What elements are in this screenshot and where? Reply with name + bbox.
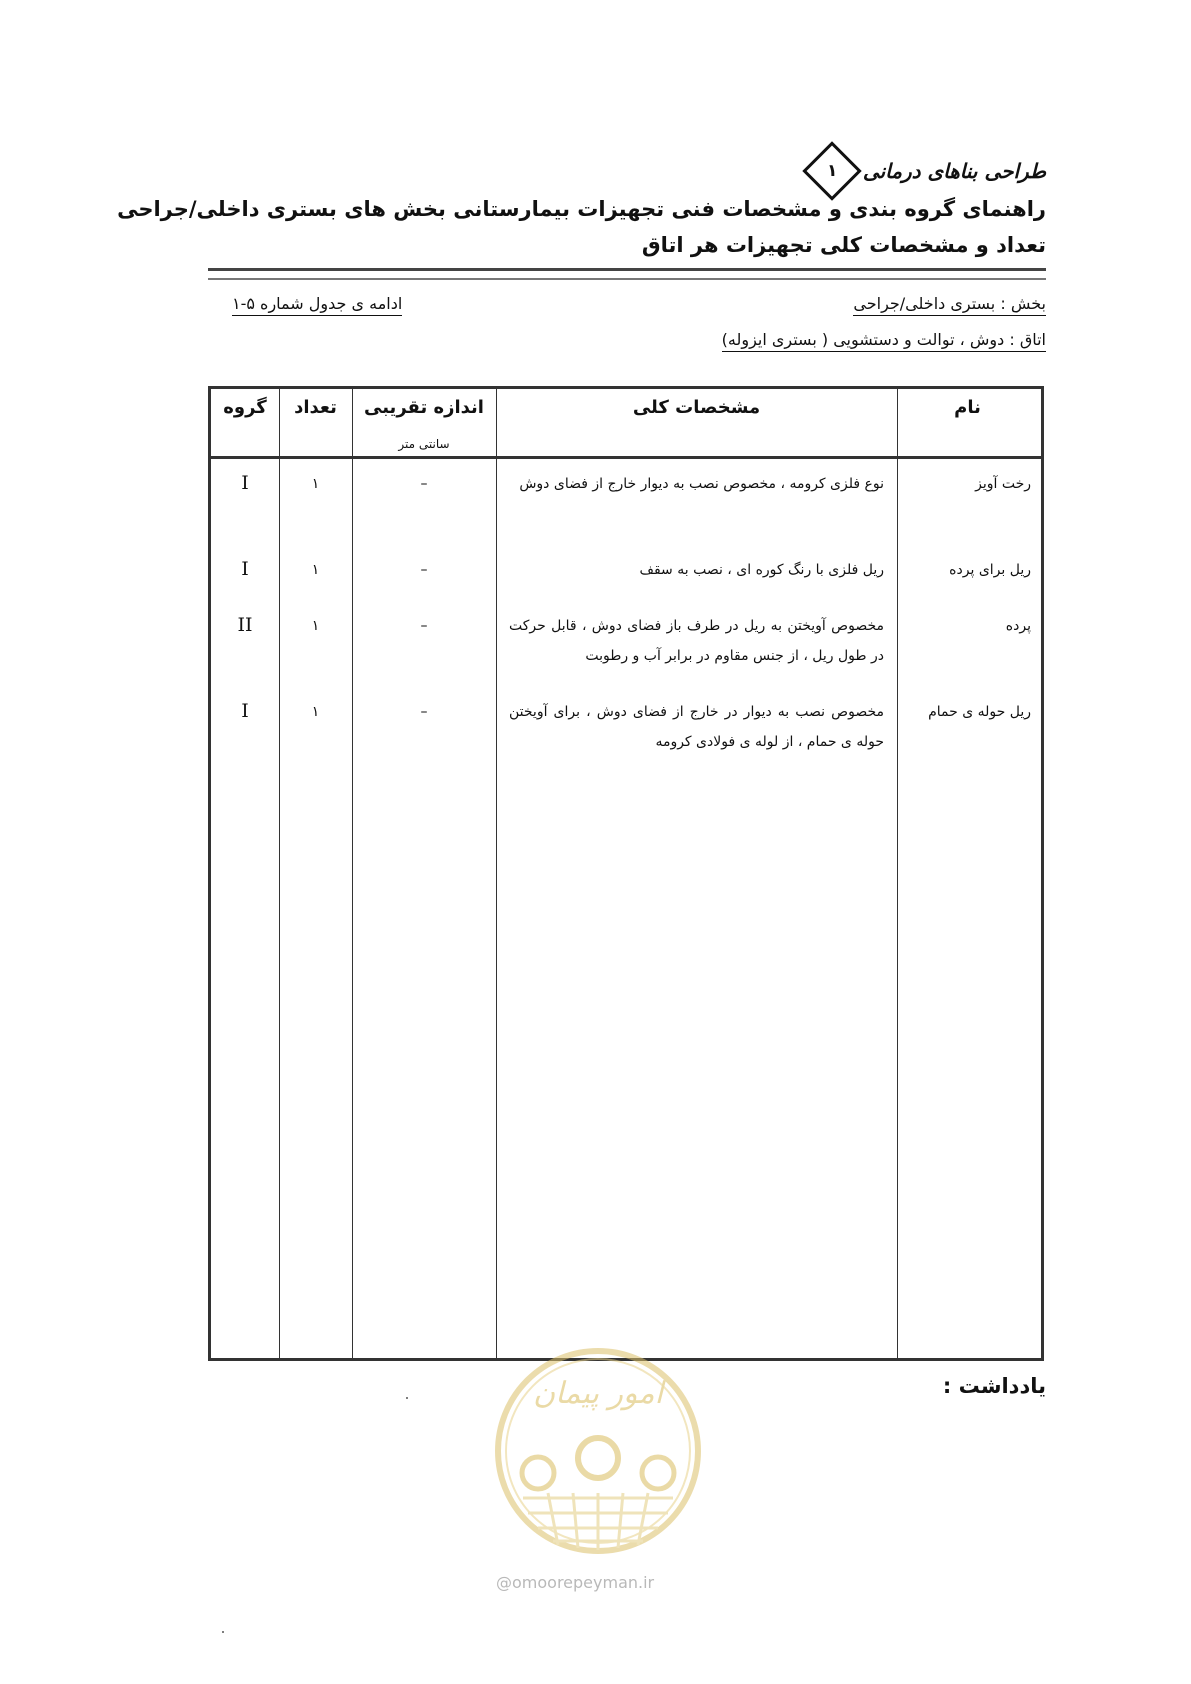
row-3-name: پرده [1005, 618, 1031, 634]
watermark-logo-text: امور پیمان [533, 1376, 663, 1411]
column-divider [352, 389, 353, 1358]
header-row-divider [211, 456, 1041, 459]
series-title: طراحی بناهای درمانی [862, 159, 1046, 183]
notes-label: یادداشت : [942, 1374, 1046, 1398]
column-divider [496, 389, 497, 1358]
row-2-size: – [420, 562, 428, 578]
header-name: نام [954, 397, 981, 418]
room-line: اتاق : دوش ، توالت و دستشویی ( بستری ایزوله) [722, 330, 1046, 352]
row-1-count: ۱ [311, 476, 320, 492]
series-header [811, 150, 1046, 192]
header-count: تعداد [294, 397, 337, 418]
series-number: ۱ [826, 161, 838, 182]
row-2-spec: ریل فلزی با رنگ کوره ای ، نصب به سقف [639, 562, 884, 578]
column-divider [279, 389, 280, 1358]
row-4-name: ریل حوله ی حمام [928, 704, 1031, 720]
header-spec: مشخصات کلی [632, 397, 761, 418]
row-3-spec: مخصوص آویختن به ریل در طرف باز فضای دوش ، قابل حرکت در طول ریل ، از جنس مقاوم در برابر آب و رطوبت [509, 618, 884, 664]
header-divider [208, 268, 1046, 280]
row-3-group: II [237, 614, 253, 636]
row-1-size: – [420, 476, 428, 492]
row-3-size: – [420, 618, 428, 634]
department-line: بخش : بستری داخلی/جراحی [853, 294, 1046, 316]
row-4-count: ۱ [311, 704, 320, 720]
header-size-unit: سانتی متر [398, 437, 450, 451]
row-4-size: – [420, 704, 428, 720]
main-title: راهنمای گروه بندی و مشخصات فنی تجهیزات بیمارستانی بخش های بستری داخلی/جراحی [117, 197, 1046, 221]
row-1-name: رخت آویز [975, 476, 1031, 492]
row-3-count: ۱ [311, 618, 320, 634]
watermark-url: @omoorepeyman.ir [496, 1573, 655, 1592]
scan-dot [222, 1631, 224, 1633]
series-number-badge [802, 141, 861, 200]
row-1-spec: نوع فلزی کرومه ، مخصوص نصب به دیوار خارج از فضای دوش [519, 476, 884, 492]
row-2-group: I [241, 558, 249, 580]
row-4-spec: مخصوص نصب به دیوار در خارج از فضای دوش ، برای آویختن حوله ی حمام ، از لوله ی فولادی کرومه [509, 704, 884, 750]
header-size: اندازه تقریبی [364, 397, 484, 418]
row-2-name: ریل برای پرده [949, 562, 1031, 578]
watermark-logo [488, 1333, 708, 1568]
header-group: گروه [223, 397, 267, 418]
sub-title: تعداد و مشخصات کلی تجهیزات هر اتاق [641, 233, 1046, 257]
column-divider [897, 389, 898, 1358]
equipment-table [208, 386, 1044, 1361]
row-4-group: I [241, 700, 249, 722]
row-1-group: I [241, 472, 249, 494]
row-2-count: ۱ [311, 562, 320, 578]
scan-dot [406, 1397, 408, 1399]
table-continuation-label: ادامه ی جدول شماره ۵-۱ [232, 294, 402, 316]
